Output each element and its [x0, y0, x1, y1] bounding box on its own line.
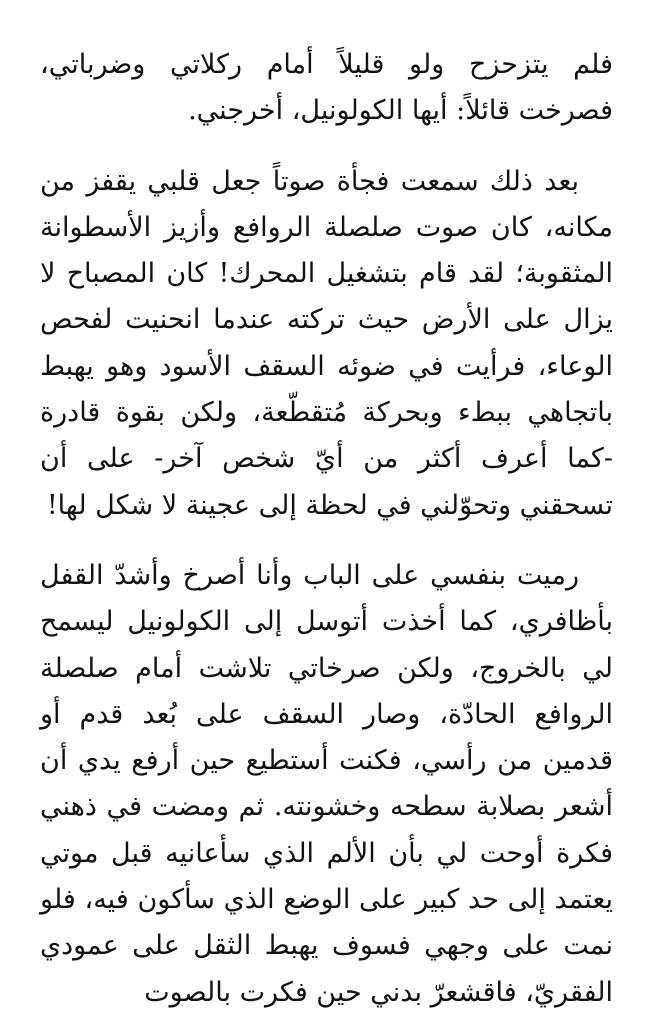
- paragraph-2: بعد ذلك سمعت فجأة صوتاً جعل قلبي يقفز من مكانه، كان صوت صلصلة الروافع وأزيز الأسطوانة المثقوبة؛ لقد قام بتشغيل المحرك! كان المصباح لا يزال على الأرض حيث تركته عندما انحنيت لفحص الوعاء، فرأيت في ضوئه السقف الأسود وهو يهبط باتجاهي ببطء وبحركة مُتقطّعة، ولكن بقوة قادرة -كما أعرف أكثر من أيّ شخص آخر- على أن تسحقني وتحوّلني في لحظة إلى عجينة لا شكل لها!: [40, 165, 613, 521]
- paragraph-1: فلم يتزحزح ولو قليلاً أمام ركلاتي وضرباتي، فصرخت قائلاً: أيها الكولونيل، أخرجني.: [40, 49, 613, 127]
- paragraph-3: رميت بنفسي على الباب وأنا أصرخ وأشدّ القفل بأظافري، كما أخذت أتوسل إلى الكولونيل ليسمح لي بالخروج، ولكن صرخاتي تلاشت أمام صلصلة الروافع الحادّة، وصار السقف على بُعد قدم أو قدمين من رأسي، فكنت أستطيع حين أرفع يدي أن أشعر بصلابة سطحه وخشونته. ثم ومضت في ذهني فكرة أوحت لي بأن الألم الذي سأعانيه قبل موتي يعتمد إلى حد كبير على الوضع الذي سأكون فيه، فلو نمت على وجهي فسوف يهبط الثقل على عمودي الفقريّ، فاقشعرّ بدني حين فكرت بالصوت: [40, 559, 613, 1008]
